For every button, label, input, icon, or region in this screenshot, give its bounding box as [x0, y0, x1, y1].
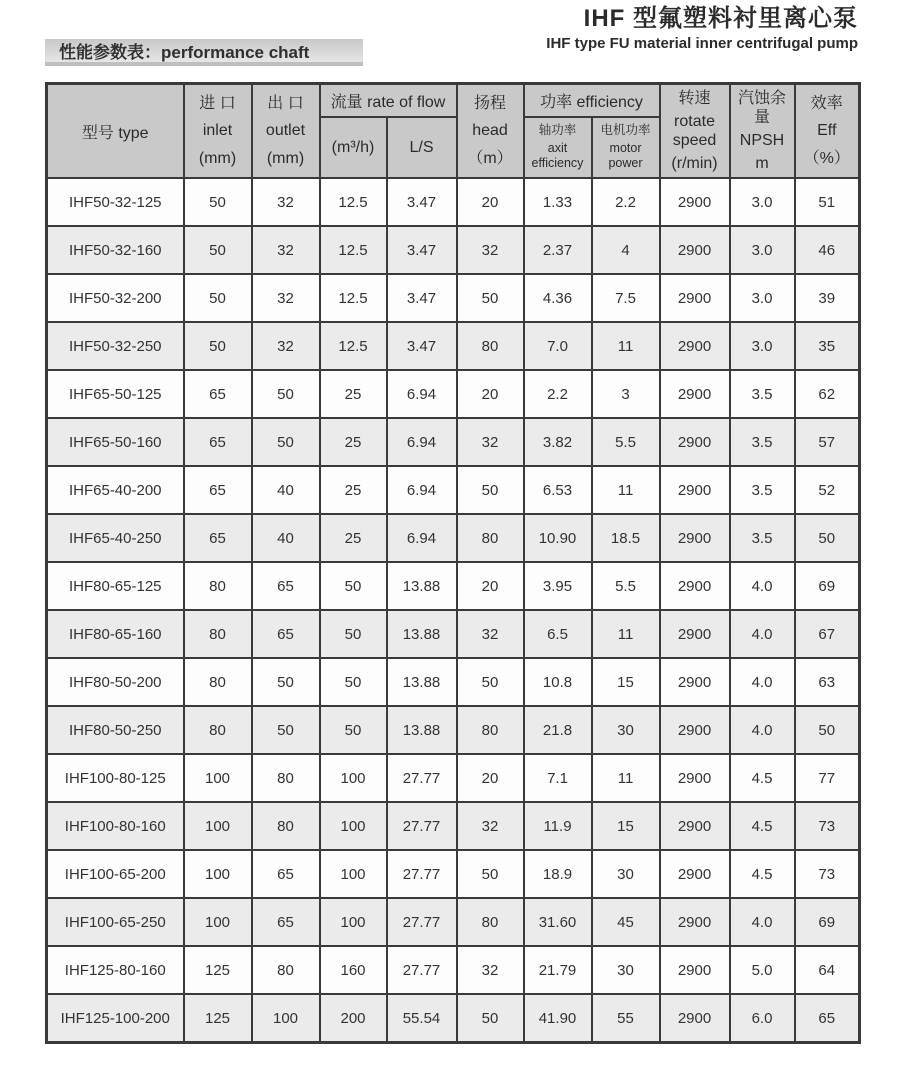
value-cell: 10.90	[524, 514, 592, 562]
value-cell: 27.77	[387, 898, 457, 946]
value-cell: 32	[457, 802, 524, 850]
header-flow-m3h-label: (m³/h)	[331, 138, 375, 156]
header-head-zh: 扬程	[473, 94, 506, 112]
pump-model-cell: IHF80-50-250	[47, 706, 184, 754]
value-cell: 3.47	[387, 178, 457, 226]
value-cell: 4.0	[730, 898, 795, 946]
page-titles	[546, 6, 858, 52]
value-cell: 32	[252, 178, 320, 226]
value-cell: 80	[252, 802, 320, 850]
table-row	[47, 754, 860, 802]
value-cell: 100	[184, 754, 252, 802]
value-cell: 3.0	[730, 178, 795, 226]
value-cell: 100	[184, 850, 252, 898]
value-cell: 80	[252, 754, 320, 802]
header-npsh	[730, 84, 795, 179]
value-cell: 3.5	[730, 418, 795, 466]
value-cell: 55	[592, 994, 660, 1043]
value-cell: 3.47	[387, 274, 457, 322]
value-cell: 50	[320, 706, 387, 754]
header-eff-en: Eff	[817, 122, 837, 140]
value-cell: 32	[252, 274, 320, 322]
value-cell: 39	[795, 274, 860, 322]
value-cell: 69	[795, 898, 860, 946]
value-cell: 4.36	[524, 274, 592, 322]
value-cell: 40	[252, 514, 320, 562]
table-row	[47, 898, 860, 946]
value-cell: 2900	[660, 178, 730, 226]
value-cell: 65	[252, 850, 320, 898]
value-cell: 2900	[660, 802, 730, 850]
value-cell: 3.0	[730, 226, 795, 274]
value-cell: 80	[457, 706, 524, 754]
value-cell: 25	[320, 370, 387, 418]
value-cell: 11	[592, 466, 660, 514]
value-cell: 13.88	[387, 610, 457, 658]
header-outlet-zh: 出 口	[267, 94, 304, 112]
pump-model-cell: IHF65-40-200	[47, 466, 184, 514]
header-eff-unit: （%）	[803, 150, 850, 168]
value-cell: 3	[592, 370, 660, 418]
value-cell: 3.5	[730, 466, 795, 514]
value-cell: 32	[252, 322, 320, 370]
value-cell: 3.47	[387, 322, 457, 370]
header-shaft-power-zh: 轴功率	[538, 123, 577, 138]
value-cell: 2900	[660, 562, 730, 610]
header-head-en: head	[472, 122, 508, 140]
value-cell: 80	[457, 322, 524, 370]
header-speed-unit: (r/min)	[671, 155, 718, 172]
value-cell: 73	[795, 802, 860, 850]
value-cell: 65	[795, 994, 860, 1043]
value-cell: 7.0	[524, 322, 592, 370]
header-motor-power	[592, 117, 660, 178]
value-cell: 32	[457, 610, 524, 658]
value-cell: 3.0	[730, 274, 795, 322]
value-cell: 31.60	[524, 898, 592, 946]
value-cell: 200	[320, 994, 387, 1043]
value-cell: 2900	[660, 994, 730, 1043]
value-cell: 50	[795, 706, 860, 754]
value-cell: 2900	[660, 946, 730, 994]
value-cell: 6.0	[730, 994, 795, 1043]
value-cell: 50	[457, 466, 524, 514]
value-cell: 3.5	[730, 514, 795, 562]
table-row	[47, 706, 860, 754]
value-cell: 2.2	[524, 370, 592, 418]
value-cell: 18.9	[524, 850, 592, 898]
value-cell: 2900	[660, 370, 730, 418]
table-row	[47, 466, 860, 514]
value-cell: 6.94	[387, 514, 457, 562]
value-cell: 1.33	[524, 178, 592, 226]
value-cell: 12.5	[320, 274, 387, 322]
value-cell: 7.1	[524, 754, 592, 802]
header-flow-m3h	[320, 117, 387, 178]
value-cell: 30	[592, 706, 660, 754]
value-cell: 100	[320, 850, 387, 898]
table-row	[47, 562, 860, 610]
value-cell: 50	[184, 274, 252, 322]
header-power-group	[524, 84, 660, 118]
value-cell: 12.5	[320, 322, 387, 370]
table-row	[47, 802, 860, 850]
value-cell: 65	[184, 466, 252, 514]
value-cell: 50	[457, 994, 524, 1043]
pump-model-cell: IHF80-65-160	[47, 610, 184, 658]
header-speed	[660, 84, 730, 179]
value-cell: 65	[252, 610, 320, 658]
value-cell: 80	[457, 514, 524, 562]
value-cell: 30	[592, 850, 660, 898]
value-cell: 20	[457, 562, 524, 610]
header-head	[457, 84, 524, 179]
value-cell: 80	[184, 562, 252, 610]
pump-model-cell: IHF100-80-125	[47, 754, 184, 802]
value-cell: 6.94	[387, 466, 457, 514]
value-cell: 50	[184, 178, 252, 226]
value-cell: 3.82	[524, 418, 592, 466]
header-npsh-zh: 汽蚀余量	[738, 89, 787, 126]
pump-model-cell: IHF65-50-125	[47, 370, 184, 418]
header-inlet-en: inlet	[202, 122, 233, 140]
value-cell: 2900	[660, 706, 730, 754]
header-shaft-power-en: axit efficiency	[531, 140, 584, 171]
value-cell: 32	[457, 946, 524, 994]
value-cell: 25	[320, 418, 387, 466]
value-cell: 125	[184, 994, 252, 1043]
value-cell: 5.0	[730, 946, 795, 994]
value-cell: 100	[252, 994, 320, 1043]
value-cell: 57	[795, 418, 860, 466]
value-cell: 2900	[660, 850, 730, 898]
value-cell: 21.8	[524, 706, 592, 754]
value-cell: 6.53	[524, 466, 592, 514]
header-outlet-en: outlet	[265, 122, 306, 140]
value-cell: 15	[592, 802, 660, 850]
value-cell: 50	[184, 322, 252, 370]
value-cell: 2900	[660, 610, 730, 658]
value-cell: 2900	[660, 418, 730, 466]
value-cell: 18.5	[592, 514, 660, 562]
value-cell: 4.5	[730, 802, 795, 850]
value-cell: 2900	[660, 274, 730, 322]
value-cell: 100	[184, 898, 252, 946]
value-cell: 27.77	[387, 946, 457, 994]
header-flow-ls	[387, 117, 457, 178]
header-motor-power-zh: 电机功率	[600, 123, 651, 138]
value-cell: 50	[252, 706, 320, 754]
header-head-unit: （m）	[467, 150, 513, 168]
value-cell: 64	[795, 946, 860, 994]
value-cell: 3.0	[730, 322, 795, 370]
table-row	[47, 994, 860, 1043]
value-cell: 100	[184, 802, 252, 850]
value-cell: 25	[320, 514, 387, 562]
pump-model-cell: IHF125-80-160	[47, 946, 184, 994]
value-cell: 50	[457, 658, 524, 706]
value-cell: 69	[795, 562, 860, 610]
section-label: 性能参数表：performance chaft	[45, 39, 363, 66]
value-cell: 20	[457, 178, 524, 226]
value-cell: 55.54	[387, 994, 457, 1043]
value-cell: 73	[795, 850, 860, 898]
value-cell: 20	[457, 754, 524, 802]
value-cell: 52	[795, 466, 860, 514]
value-cell: 50	[184, 226, 252, 274]
value-cell: 3.47	[387, 226, 457, 274]
pump-model-cell: IHF100-65-250	[47, 898, 184, 946]
pump-model-cell: IHF50-32-250	[47, 322, 184, 370]
value-cell: 27.77	[387, 850, 457, 898]
header-eff	[795, 84, 860, 179]
value-cell: 2900	[660, 658, 730, 706]
value-cell: 65	[252, 562, 320, 610]
header-inlet-zh: 进 口	[199, 94, 236, 112]
value-cell: 41.90	[524, 994, 592, 1043]
value-cell: 50	[457, 850, 524, 898]
table-body	[47, 178, 860, 1043]
header-flow-ls-label: L/S	[409, 138, 434, 156]
pump-model-cell: IHF65-40-250	[47, 514, 184, 562]
table-row	[47, 658, 860, 706]
value-cell: 25	[320, 466, 387, 514]
value-cell: 2900	[660, 322, 730, 370]
value-cell: 5.5	[592, 562, 660, 610]
value-cell: 4.5	[730, 754, 795, 802]
value-cell: 12.5	[320, 226, 387, 274]
value-cell: 6.94	[387, 418, 457, 466]
header-motor-power-en: motor power	[608, 140, 643, 171]
table-row	[47, 370, 860, 418]
pump-model-cell: IHF100-65-200	[47, 850, 184, 898]
value-cell: 100	[320, 802, 387, 850]
value-cell: 77	[795, 754, 860, 802]
table-row	[47, 418, 860, 466]
value-cell: 80	[184, 610, 252, 658]
value-cell: 13.88	[387, 658, 457, 706]
value-cell: 2900	[660, 754, 730, 802]
value-cell: 32	[457, 226, 524, 274]
value-cell: 15	[592, 658, 660, 706]
value-cell: 5.5	[592, 418, 660, 466]
value-cell: 50	[252, 658, 320, 706]
header-type-label: 型号 type	[81, 124, 149, 142]
value-cell: 11	[592, 754, 660, 802]
value-cell: 125	[184, 946, 252, 994]
value-cell: 80	[252, 946, 320, 994]
value-cell: 2900	[660, 226, 730, 274]
header-flow-group	[320, 84, 457, 118]
page-title-english: IHF type FU material inner centrifugal pump	[546, 35, 858, 53]
value-cell: 80	[184, 706, 252, 754]
pump-model-cell: IHF80-50-200	[47, 658, 184, 706]
page-title-chinese: IHF 型氟塑料衬里离心泵	[583, 5, 858, 32]
value-cell: 67	[795, 610, 860, 658]
table-row	[47, 850, 860, 898]
value-cell: 7.5	[592, 274, 660, 322]
header-speed-en: rotate speed	[672, 112, 717, 149]
value-cell: 11	[592, 322, 660, 370]
value-cell: 12.5	[320, 178, 387, 226]
value-cell: 2900	[660, 514, 730, 562]
value-cell: 27.77	[387, 754, 457, 802]
value-cell: 80	[184, 658, 252, 706]
pump-model-cell: IHF80-65-125	[47, 562, 184, 610]
value-cell: 2900	[660, 466, 730, 514]
value-cell: 65	[184, 514, 252, 562]
value-cell: 13.88	[387, 562, 457, 610]
value-cell: 30	[592, 946, 660, 994]
value-cell: 32	[252, 226, 320, 274]
value-cell: 10.8	[524, 658, 592, 706]
value-cell: 100	[320, 754, 387, 802]
value-cell: 4.5	[730, 850, 795, 898]
performance-table	[45, 82, 861, 1044]
pump-model-cell: IHF65-50-160	[47, 418, 184, 466]
value-cell: 50	[795, 514, 860, 562]
value-cell: 45	[592, 898, 660, 946]
value-cell: 63	[795, 658, 860, 706]
header-power-group-label: 功率 efficiency	[540, 94, 643, 112]
value-cell: 50	[457, 274, 524, 322]
value-cell: 3.5	[730, 370, 795, 418]
header-outlet-unit: (mm)	[266, 150, 305, 168]
value-cell: 50	[320, 610, 387, 658]
table-row	[47, 274, 860, 322]
table-row	[47, 610, 860, 658]
table-row	[47, 514, 860, 562]
value-cell: 100	[320, 898, 387, 946]
value-cell: 6.94	[387, 370, 457, 418]
value-cell: 50	[320, 658, 387, 706]
pump-model-cell: IHF100-80-160	[47, 802, 184, 850]
header-shaft-power	[524, 117, 592, 178]
value-cell: 50	[252, 418, 320, 466]
header-type	[47, 84, 184, 179]
table-row	[47, 226, 860, 274]
header-npsh-en: NPSH	[739, 132, 785, 149]
table-row	[47, 946, 860, 994]
value-cell: 65	[252, 898, 320, 946]
value-cell: 32	[457, 418, 524, 466]
value-cell: 46	[795, 226, 860, 274]
value-cell: 2900	[660, 898, 730, 946]
pump-model-cell: IHF125-100-200	[47, 994, 184, 1043]
value-cell: 50	[252, 370, 320, 418]
value-cell: 80	[457, 898, 524, 946]
table-row	[47, 322, 860, 370]
value-cell: 51	[795, 178, 860, 226]
header-flow-group-label: 流量 rate of flow	[330, 94, 446, 112]
header-eff-zh: 效率	[810, 94, 843, 112]
value-cell: 65	[184, 370, 252, 418]
value-cell: 4.0	[730, 562, 795, 610]
value-cell: 6.5	[524, 610, 592, 658]
table-row	[47, 178, 860, 226]
value-cell: 11.9	[524, 802, 592, 850]
value-cell: 4.0	[730, 610, 795, 658]
header-npsh-unit: m	[755, 155, 769, 172]
value-cell: 3.95	[524, 562, 592, 610]
value-cell: 27.77	[387, 802, 457, 850]
value-cell: 20	[457, 370, 524, 418]
pump-model-cell: IHF50-32-200	[47, 274, 184, 322]
header-inlet	[184, 84, 252, 179]
pump-model-cell: IHF50-32-125	[47, 178, 184, 226]
value-cell: 2.37	[524, 226, 592, 274]
value-cell: 40	[252, 466, 320, 514]
value-cell: 35	[795, 322, 860, 370]
value-cell: 2.2	[592, 178, 660, 226]
value-cell: 62	[795, 370, 860, 418]
header-speed-zh: 转速	[678, 89, 711, 107]
header-inlet-unit: (mm)	[198, 150, 237, 168]
value-cell: 4	[592, 226, 660, 274]
table-header	[47, 84, 860, 179]
header-outlet	[252, 84, 320, 179]
value-cell: 65	[184, 418, 252, 466]
value-cell: 4.0	[730, 658, 795, 706]
value-cell: 160	[320, 946, 387, 994]
value-cell: 11	[592, 610, 660, 658]
value-cell: 13.88	[387, 706, 457, 754]
value-cell: 21.79	[524, 946, 592, 994]
value-cell: 4.0	[730, 706, 795, 754]
value-cell: 50	[320, 562, 387, 610]
pump-model-cell: IHF50-32-160	[47, 226, 184, 274]
